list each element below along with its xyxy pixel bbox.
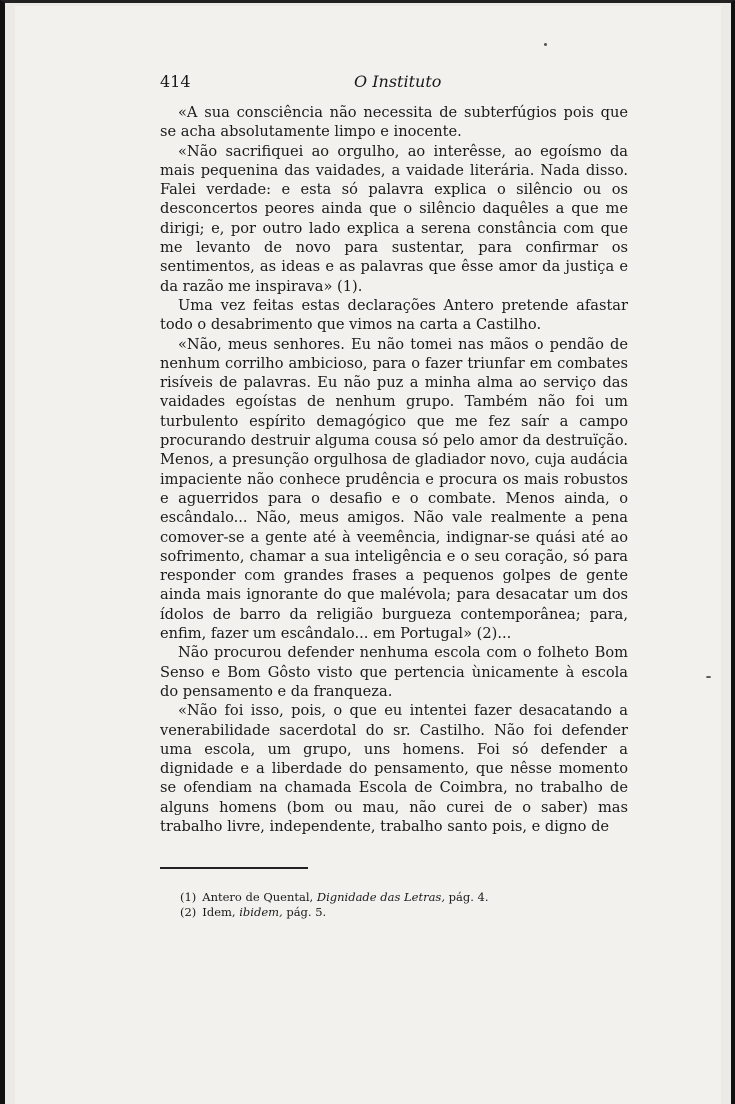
footnotes (180, 890, 610, 920)
paragraph: «Não, meus senhores. Eu não tomei nas mãos o pendão de nenhum corrilho ambicioso, para o fazer triunfar em combates risíveis de palavras. Eu não puz a minha alma ao serviço das vaidades egoístas de nenhum grupo. Também não foi um turbulento espírito demagógico que me fez saír a campo procurando destruir alguma cousa só pelo amor da destruïção. Menos, a presunção orgulhosa de gladiador novo, cuja audácia impaciente não conhece prudência e procura os mais robustos e aguerridos para o desafio e o combate. Menos ainda, o escândalo... Não, meus amigos. Não vale realmente a pena comover-se a gente até à veemência, indignar-se quási até ao sofrimento, chamar a sua inteligência e o seu coração, só para responder com grandes frases a pequenos golpes de gente ainda mais ignorante do que malévola; para desacatar um dos ídolos de barro da religião burgueza contemporânea; para, enfim, fazer um escândalo... em Portugal» (2)... (160, 335, 628, 643)
footnote-author: Idem, (202, 905, 236, 919)
paragraph: Uma vez feitas estas declarações Antero pretende afastar todo o desabrimento que vimos na carta a Castilho. (160, 296, 628, 334)
page-number: 414 (160, 72, 191, 91)
footnote-mark: (2) (180, 905, 197, 919)
paragraph: «Não foi isso, pois, o que eu intentei fazer desacatando a venerabilidade sacerdotal do sr. Castilho. Não foi defender uma escola, um grupo, uns homens. Foi só defender a dignidade e a liberdade do pensamento, que nêsse momento se ofendiam na chamada Escola de Coimbra, no trabalho de alguns homens (bom ou mau, não curei de o saber) mas trabalho livre, independente, trabalho santo pois, e digno de (160, 702, 628, 835)
scan-speck (544, 43, 547, 46)
footnote-mark: (1) (180, 890, 197, 904)
footnote-ref: pág. 5. (286, 905, 327, 919)
paragraph: Não procurou defender nenhuma escola com o folheto Bom Senso e Bom Gôsto visto que pertencia ùnicamente à escola do pensamento e da franqueza. (160, 644, 628, 700)
footnote-title: ibidem, (239, 905, 283, 919)
footnote (180, 905, 610, 920)
footnote-author: Antero de Quental, (202, 890, 314, 904)
page-header (160, 72, 628, 94)
footnote (180, 890, 610, 905)
footnote-ref: pág. 4. (448, 890, 489, 904)
running-title: O Instituto (354, 72, 442, 91)
paragraph: «Não sacrifiquei ao orgulho, ao interêsse, ao egoísmo da mais pequenina das vaidades, a vaidade literária. Nada disso. Falei verdade: e esta só palavra explica o silêncio ou os desconcertos peores ainda que o silêncio daquêles a que me dirigi; e, por outro lado explica a serena constância com que me levanto de novo para sustentar, para confirmar os sentimentos, as ideas e as palavras que êsse amor da justiça e da razão me inspirava» (1). (160, 142, 628, 295)
footnote-rule (160, 867, 308, 869)
scan-speck (706, 676, 711, 678)
body-text (160, 103, 628, 836)
footnote-title: Dignidade das Letras, (316, 890, 445, 904)
paragraph: «A sua consciência não necessita de subterfúgios pois que se acha absolutamente limpo e inocente. (160, 104, 628, 141)
